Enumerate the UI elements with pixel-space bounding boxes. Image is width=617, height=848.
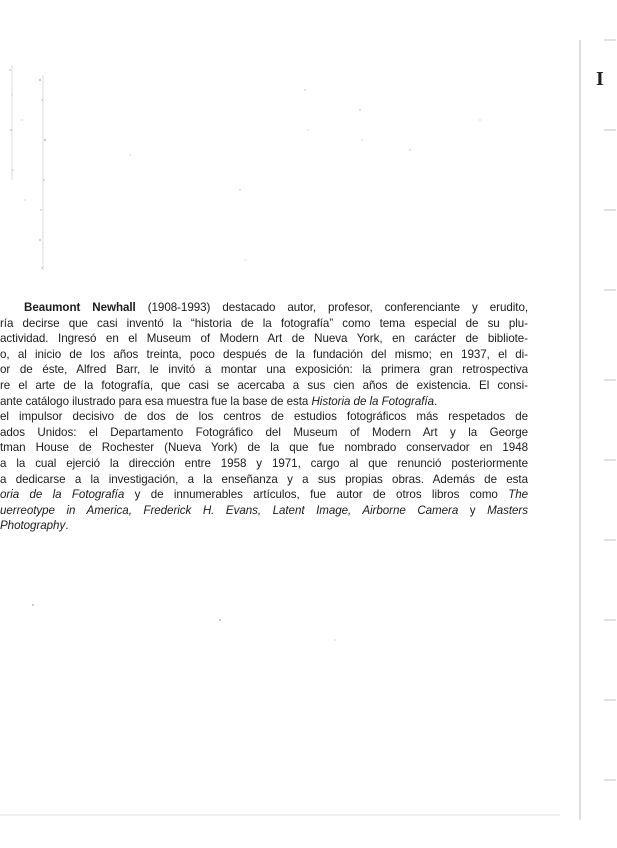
bio-line: Beaumont Newhall (1908-1993) destacado autor, profesor, conferenciante y erudito,	[24, 301, 528, 314]
bio-line: uerreotype in America, Frederick H. Evans, Latent Image, Airborne Camera y Masters	[0, 503, 528, 517]
bio-line: a dedicarse a la investigación, a la enseñanza y a sus propias obras. Además de esta	[0, 472, 528, 486]
bio-line: re el arte de la fotografía, que casi se acercaba a sus cien años de existencia. El consi-	[0, 378, 528, 392]
book-title: Masters	[487, 503, 528, 517]
bio-line: o, al inicio de los años treinta, poco después de la fundación del mismo; en 1937, el di-	[0, 347, 528, 361]
right-margin-artifacts	[574, 0, 617, 848]
bio-line: ante catálogo ilustrado para esa muestra fue la base de esta Historia de la Fotografía.	[0, 394, 438, 408]
bio-line: a la cual ejerció la dirección entre 1958 y 1971, cargo al que renunció posteriormente	[0, 456, 528, 470]
bio-line: Photography.	[0, 519, 69, 533]
margin-mark: I	[596, 68, 604, 90]
bio-line: tman House de Rochester (Nueva York) de la que fue nombrado conservador en 1948	[0, 441, 528, 455]
bio-line: ría decirse que casi inventó la “historia de la fotografía” como tema especial de su plu-	[0, 316, 528, 330]
book-title: Historia de la Fotografía	[311, 394, 434, 408]
author-name: Beaumont Newhall	[24, 301, 136, 314]
book-title: The	[508, 488, 528, 502]
bio-line: or de éste, Alfred Barr, le invitó a montar una exposición: la primera gran retrospectiva	[0, 363, 528, 377]
book-title: Photography	[0, 519, 66, 533]
bio-line: oria de la Fotografía y de innumerables artículos, fue autor de otros libros como The	[0, 488, 528, 502]
bio-line: el impulsor decisivo de dos de los centros de estudios fotográficos más respetados de	[0, 410, 528, 424]
biography-paragraph	[0, 300, 528, 534]
book-title: oria de la Fotografía	[0, 488, 125, 502]
bio-line: actividad. Ingresó en el Museum of Modern Art de Nueva York, en carácter de bibliote-	[0, 332, 528, 346]
book-titles-list: uerreotype in America, Frederick H. Evans, Latent Image, Airborne Camera	[0, 503, 459, 517]
bio-line: ados Unidos: el Departamento Fotográfico del Museum of Modern Art y la George	[0, 425, 528, 439]
